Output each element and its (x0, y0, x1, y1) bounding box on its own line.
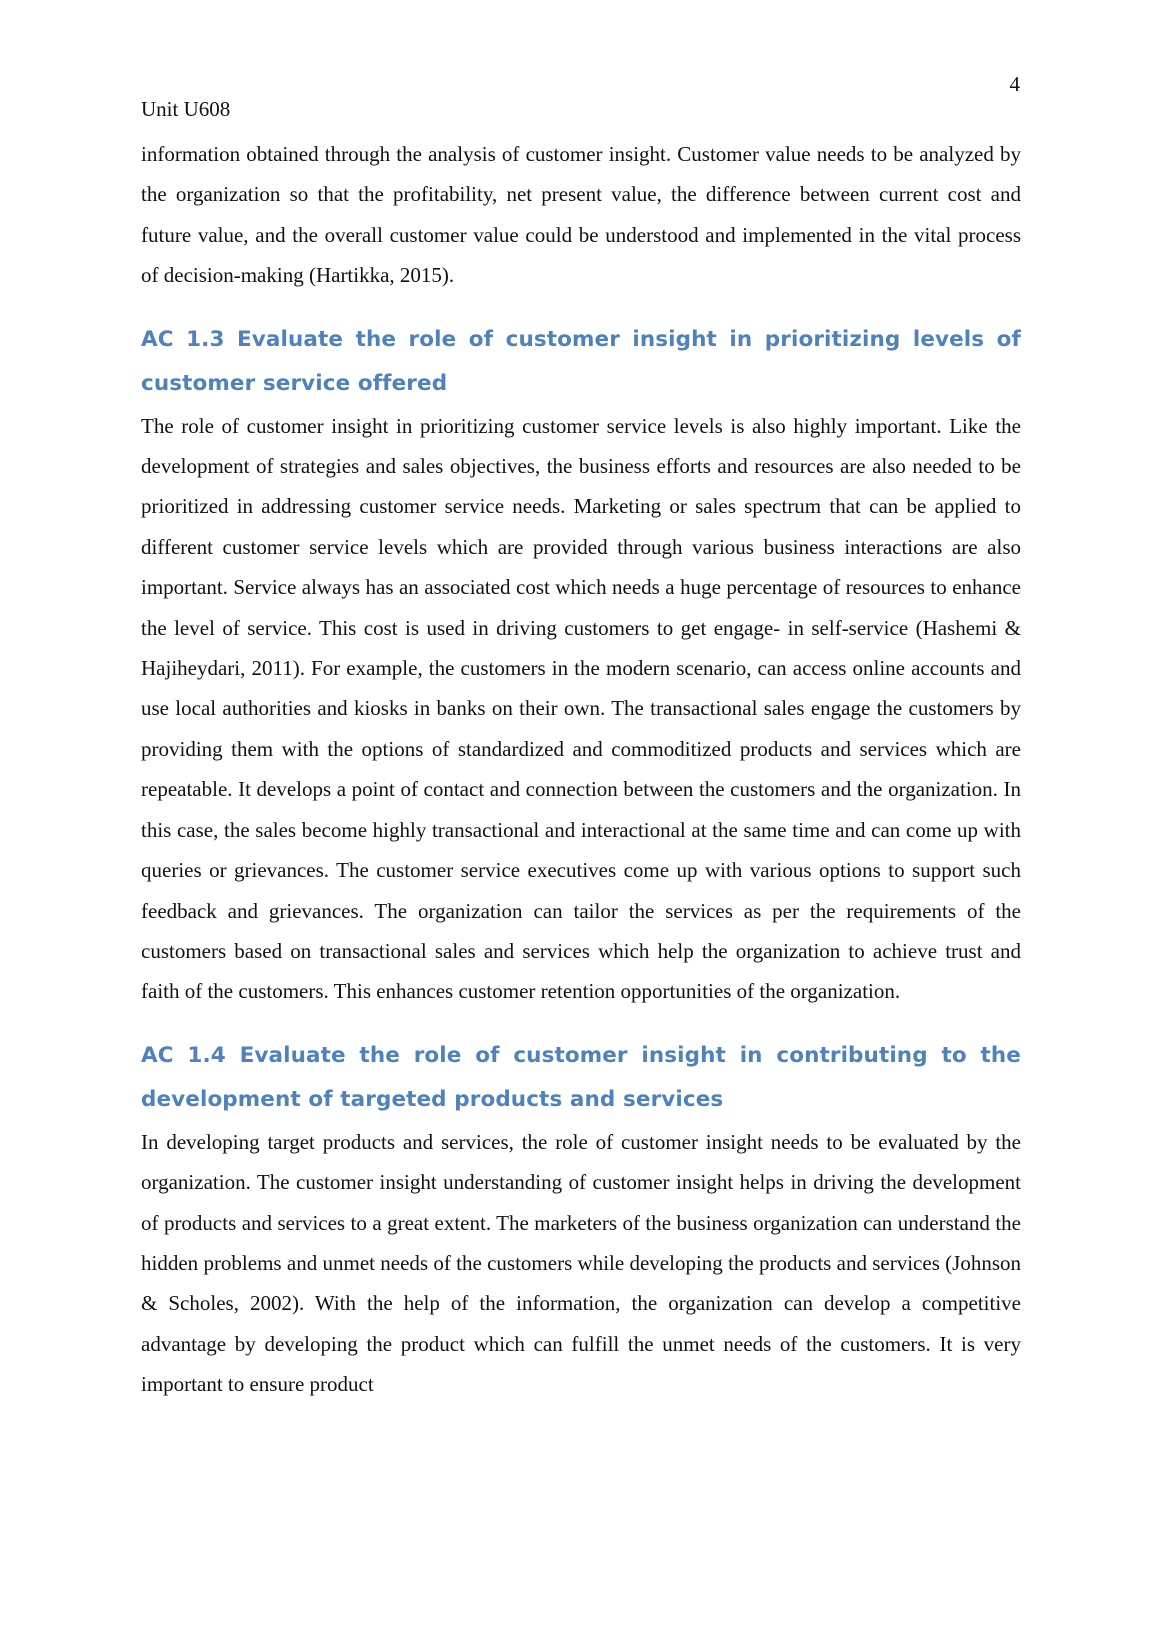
intro-paragraph: information obtained through the analysis of customer insight. Customer value needs to be analyzed by the organization so that the profitability, net present value, the difference between current cost and future value, and the overall customer value could be understood and implemented in the vital process of decision-making (Hartikka, 2015). (141, 142, 1021, 288)
section-heading-ac-1-4: AC 1.4 Evaluate the role of customer insight in contributing to the development of targeted products and services (141, 1042, 1021, 1112)
document-body (141, 94, 1021, 1405)
page-number: 4 (1009, 72, 1020, 96)
ac-1-4-paragraph: In developing target products and services, the role of customer insight needs to be evaluated by the organization. The customer insight understanding of customer insight helps in driving the development of products and services to a great extent. The marketers of the business organization can understand the hidden problems and unmet needs of the customers while developing the products and services (Johnson & Scholes, 2002). With the help of the information, the organization can develop a competitive advantage by developing the product which can fulfill the unmet needs of the customers. It is very important to ensure product (141, 1129, 1021, 1397)
ac-1-3-paragraph: The role of customer insight in prioritizing customer service levels is also highly important. Like the development of strategies and sales objectives, the business efforts and resources are also needed to be prioritized in addressing customer service needs. Marketing or sales spectrum that can be applied to different customer service levels which are provided through various business interactions are also important. Service always has an associated cost which needs a huge percentage of resources to enhance the level of service. This cost is used in driving customers to get engage- in self-service (Hashemi & Hajiheydari, 2011). For example, the customers in the modern scenario, can access online accounts and use local authorities and kiosks in banks on their own. The transactional sales engage the customers by providing them with the options of standardized and commoditized products and services which are repeatable. It develops a point of contact and connection between the customers and the organization. In this case, the sales become highly transactional and interactional at the same time and can come up with queries or grievances. The customer service executives come up with various options to support such feedback and grievances. The organization can tailor the services as per the requirements of the customers based on transactional sales and services which help the organization to achieve trust and faith of the customers. This enhances customer retention opportunities of the organization. (141, 413, 1021, 1004)
running-header: Unit U608 (141, 97, 231, 121)
section-heading-ac-1-3: AC 1.3 Evaluate the role of customer insight in prioritizing levels of customer service offered (141, 326, 1021, 396)
